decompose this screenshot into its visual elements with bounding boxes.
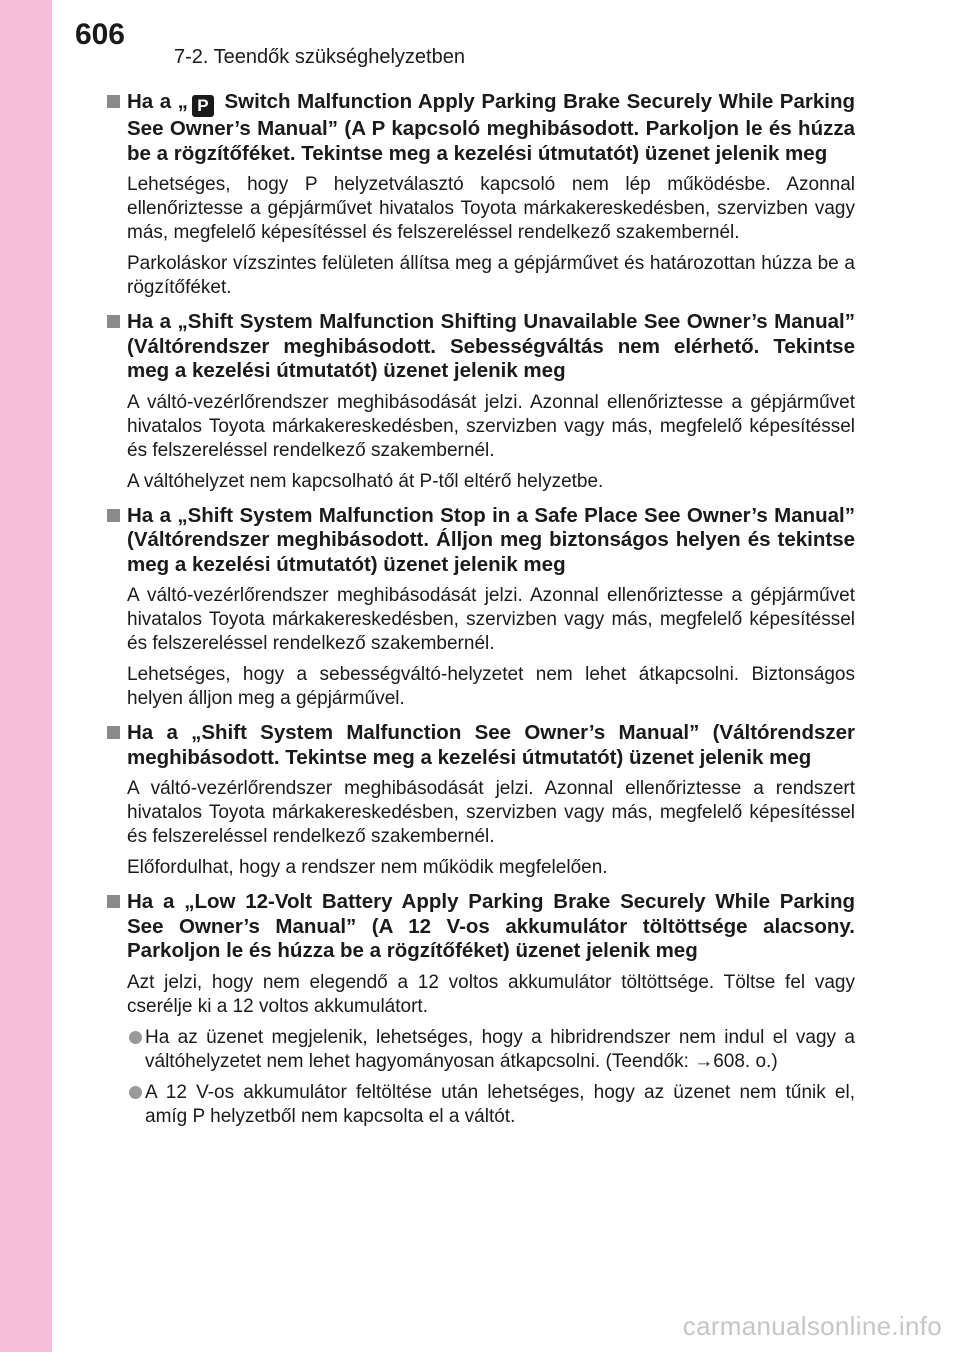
section-low-12v-battery xyxy=(105,890,855,1129)
page-number: 606 xyxy=(74,18,125,51)
list-item-text: A 12 V-os akkumulátor feltöltése után lehetséges, hogy az üzenet nem tűnik el, amíg P helyzetből nem kapcsolta el a váltót. xyxy=(145,1081,855,1127)
round-bullet-icon xyxy=(129,1086,142,1099)
section-p-switch-malfunction xyxy=(105,90,855,300)
square-bullet-icon xyxy=(107,895,120,908)
list-item xyxy=(105,1026,855,1074)
heading-text-start: Ha a „ xyxy=(127,90,188,113)
paragraph: A váltó-vezérlőrendszer meghibásodását jelzi. Azonnal ellenőriztesse a gépjárművet hivatalos Toyota márkakereskedésben, szervizben vagy más, megfelelő képesítéssel és felszereléssel rendelkező szakembernél. xyxy=(127,391,855,461)
section-heading xyxy=(105,721,855,770)
chapter-tab-sidebar xyxy=(0,0,52,1352)
square-bullet-icon xyxy=(107,509,120,522)
heading-text: Ha a „Shift System Malfunction Stop in a Safe Place See Owner’s Manual” (Váltórendszer meghibásodott. Álljon meg biztonságos helyen és tekintse meg a kezelési útmutatót) üzenet jelenik meg xyxy=(127,503,855,576)
list-item xyxy=(105,1081,855,1129)
paragraph: Azt jelzi, hogy nem elegendő a 12 voltos akkumulátor töltöttsége. Töltse fel vagy cserélje ki a 12 voltos akkumulátort. xyxy=(127,971,855,1017)
paragraph: A váltó-vezérlőrendszer meghibásodását jelzi. Azonnal ellenőriztesse a rendszert hivatalos Toyota márkakereskedésben, szervizben vagy más, megfelelő képesítéssel és felszereléssel rendelkező szakembernél. xyxy=(127,778,855,847)
paragraph: Előfordulhat, hogy a rendszer nem működik megfelelően. xyxy=(127,857,608,878)
paragraph: Lehetséges, hogy P helyzetválasztó kapcsoló nem lép működésbe. Azonnal ellenőriztesse a gépjárművet hivatalos Toyota márkakereskedésben, szervizben vagy más, megfelelő képesítéssel és felszereléssel rendelkező szakembernél. xyxy=(127,174,855,243)
heading-text: Ha a „Shift System Malfunction See Owner’s Manual” (Váltórendszer meghibásodott. Tekintse meg a kezelési útmutatót) üzenet jelenik meg xyxy=(127,721,855,769)
section-heading xyxy=(105,890,855,964)
heading-text: Ha a „Low 12-Volt Battery Apply Parking Brake Securely While Parking See Owner’s Manual” (A 12 V-os akkumulátor töltöttsége alacsony. Parkoljon le és húzza be a rögzítőféket) üzenet jelenik meg xyxy=(127,890,855,962)
paragraph: A váltóhelyzet nem kapcsolható át P-től eltérő helyzetbe. xyxy=(127,470,604,492)
square-bullet-icon xyxy=(107,315,120,328)
watermark: carmanualsonline.info xyxy=(682,1311,942,1341)
heading-text-end: Switch Malfunction Apply Parking Brake Securely While Parking See Owner’s Manual” (A P kapcsoló meghibásodott. Parkoljon le és húzza be a rögzítőféket. Tekintse meg a kezelési útmutatót) üzenet jelenik meg xyxy=(127,90,855,165)
square-bullet-icon xyxy=(107,726,120,739)
parking-p-icon: P xyxy=(192,95,214,117)
paragraph: Parkoláskor vízszintes felületen állítsa meg a gépjárművet és határozottan húzza be a rögzítőféket. xyxy=(127,253,855,298)
section-heading xyxy=(105,504,855,578)
section-heading xyxy=(105,90,855,166)
section-shift-stop-safe-place xyxy=(105,504,855,712)
section-shift-unavailable xyxy=(105,310,855,494)
round-bullet-icon xyxy=(129,1031,142,1044)
section-title: 7-2. Teendők szükséghelyzetben xyxy=(174,46,465,68)
section-heading xyxy=(105,310,855,384)
page-content xyxy=(105,90,855,1139)
paragraph: A váltó-vezérlőrendszer meghibásodását jelzi. Azonnal ellenőriztesse a gépjárművet hivatalos Toyota márkakereskedésben, szervizben vagy más, megfelelő képesítéssel és felszereléssel rendelkező szakembernél. xyxy=(127,585,855,654)
square-bullet-icon xyxy=(107,95,120,108)
paragraph: Lehetséges, hogy a sebességváltó-helyzetet nem lehet átkapcsolni. Biztonságos helyen álljon meg a gépjárművel. xyxy=(127,664,855,709)
heading-text: Ha a „Shift System Malfunction Shifting Unavailable See Owner’s Manual” (Váltórendszer meghibásodott. Sebességváltás nem elérhető. Tekintse meg a kezelési útmutatót) üzenet jelenik meg xyxy=(127,310,855,382)
list-item-text: Ha az üzenet megjelenik, lehetséges, hogy a hibridrendszer nem indul el vagy a váltóhelyzetet nem lehet hagyományosan átkapcsolni. (Teendők: →608. o.) xyxy=(145,1026,855,1072)
section-shift-malfunction xyxy=(105,721,855,880)
